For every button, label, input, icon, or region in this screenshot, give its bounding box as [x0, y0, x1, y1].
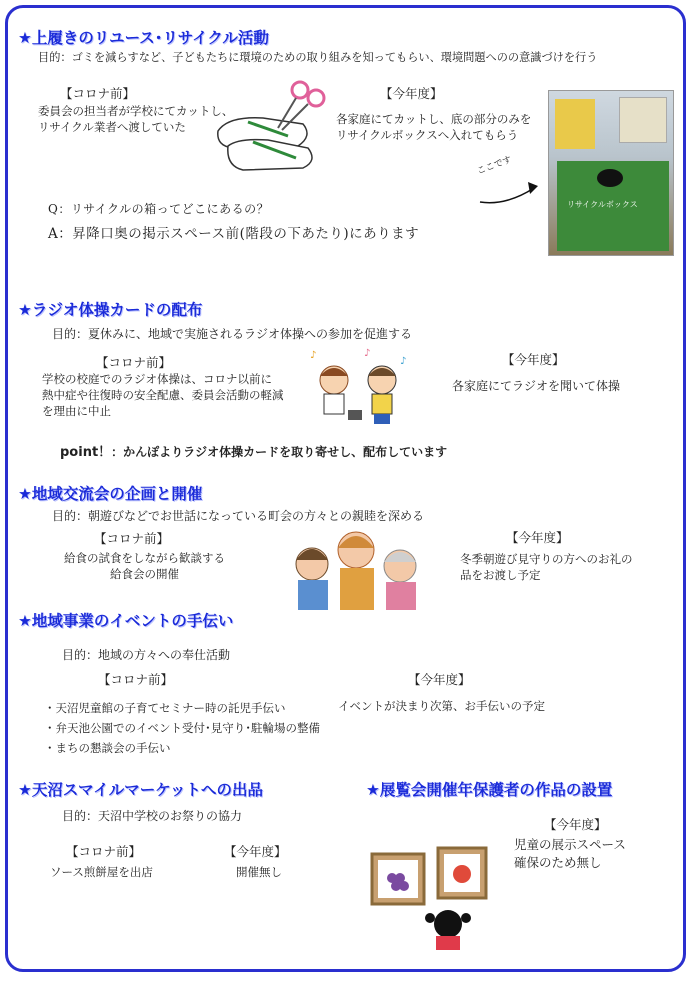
- box-hole: [597, 169, 623, 187]
- before-text-reuse: 委員会の担当者が学校にてカットし、 リサイクル業者へ渡していた: [38, 104, 234, 134]
- now-label-events: 【今年度】: [408, 672, 471, 687]
- now-text-reuse: 各家庭にてカットし、底の部分のみを リサイクルボックスへ入れてもらう: [336, 112, 532, 142]
- section-purpose-radio: 目的：夏休みに、地域で実施されるラジオ体操への参加を促進する: [52, 327, 413, 341]
- svg-text:♪: ♪: [400, 356, 407, 367]
- recycle-box-photo: [548, 90, 674, 256]
- now-text-market: 開催無し: [236, 865, 282, 879]
- now-text-exchange: 冬季朝遊び見守りの方へのお礼の 品をお渡し予定: [460, 552, 633, 582]
- section-purpose-reuse: 目的：ゴミを減らすなど、子どもたちに環境のための取り組みを知ってもらい、環境問題へのの意識づけを行う: [38, 51, 598, 64]
- section-title-events: ★地域事業のイベントの手伝い: [18, 612, 234, 630]
- point-en: point！: [60, 445, 112, 460]
- arrow-icon: [476, 170, 546, 210]
- before-label-exchange: 【コロナ前】: [94, 531, 170, 546]
- point-note: [60, 441, 447, 460]
- question-text: Q：リサイクルの箱ってどこにあるの？: [48, 202, 270, 216]
- before-text-exchange: 給食の試食をしながら歓談する 給食会の開催: [64, 551, 225, 581]
- now-label-exchange: 【今年度】: [506, 530, 569, 545]
- before-label-events: 【コロナ前】: [98, 672, 174, 687]
- before-label-radio: 【コロナ前】: [96, 355, 172, 370]
- recycle-box: [557, 161, 669, 251]
- shoes-scissors-illustration: [208, 76, 338, 176]
- section-purpose-market: 目的：天沼中学校のお祭りの協力: [62, 809, 243, 823]
- now-text-radio: 各家庭にてラジオを聞いて体操: [452, 379, 621, 393]
- radio-exercise-kids-illustration: [304, 348, 416, 430]
- now-label-radio: 【今年度】: [502, 352, 565, 367]
- before-label-market: 【コロナ前】: [66, 844, 142, 859]
- section-title-market: ★天沼スマイルマーケットへの出品: [18, 781, 264, 799]
- now-text-events: イベントが決まり次第、お手伝いの予定: [338, 699, 545, 713]
- before-label-reuse: 【コロナ前】: [60, 86, 136, 101]
- before-text-market: ソース煎餅屋を出店: [50, 865, 153, 879]
- poster-1: [555, 99, 595, 149]
- newsletter-page: [5, 5, 686, 972]
- svg-text:♪: ♪: [310, 350, 317, 361]
- now-label-market: 【今年度】: [224, 844, 287, 859]
- list-item: ・天沼児童館の子育てセミナー時の託児手伝い: [44, 701, 286, 715]
- section-title-exchange: ★地域交流会の企画と開催: [18, 485, 203, 503]
- svg-text:♪: ♪: [364, 348, 371, 359]
- list-item: ・弁天池公園でのイベント受付･見守り･駐輪場の整備: [44, 721, 320, 735]
- section-purpose-events: 目的：地域の方々への奉仕活動: [62, 648, 231, 662]
- section-title-radio: ★ラジオ体操カードの配布: [18, 301, 203, 319]
- now-label-exhibition: 【今年度】: [544, 817, 607, 832]
- poster-2: [619, 97, 667, 143]
- exhibition-girl-illustration: [368, 844, 498, 956]
- box-label: リサイクルボックス: [567, 200, 638, 209]
- section-title-exhibition: ★展覧会開催年保護者の作品の設置: [366, 781, 613, 799]
- community-people-illustration: [290, 520, 430, 612]
- before-text-radio: 学校の校庭でのラジオ体操は、コロナ以前に 熱中症や往復時の安全配慮、委員会活動の軽減 を理由に中止: [42, 372, 284, 418]
- point-text: ：かんぽよりラジオ体操カードを取り寄せし、配布しています: [111, 445, 448, 459]
- now-label-reuse: 【今年度】: [380, 86, 443, 101]
- arrow-note: ここです: [475, 155, 514, 177]
- list-item: ・まちの懇談会の手伝い: [44, 741, 171, 755]
- answer-text: A：昇降口奥の掲示スペース前(階段の下あたり)にあります: [48, 226, 420, 242]
- section-purpose-exchange: 目的：朝遊びなどでお世話になっている町会の方々との親睦を深める: [52, 509, 425, 523]
- before-list-events: [44, 698, 320, 758]
- now-text-exhibition: 児童の展示スペース 確保のため無し: [514, 837, 626, 870]
- section-title-reuse: ★上履きのリユース･リサイクル活動: [18, 29, 269, 47]
